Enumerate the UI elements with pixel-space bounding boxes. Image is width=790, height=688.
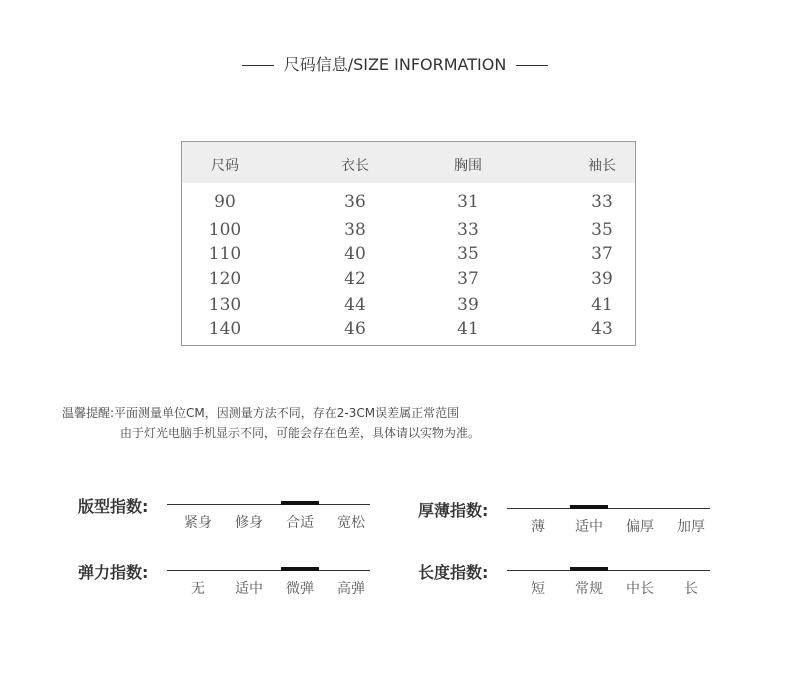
selected-marker bbox=[570, 567, 608, 571]
table-cell: 36 bbox=[344, 192, 366, 212]
table-cell: 42 bbox=[344, 269, 366, 289]
index-option: 宽松 bbox=[337, 515, 365, 531]
table-cell: 46 bbox=[344, 319, 366, 339]
index-option: 长 bbox=[684, 581, 698, 597]
index-label: 弹力指数: bbox=[78, 563, 149, 582]
scale-line bbox=[167, 570, 370, 571]
index-option: 合适 bbox=[286, 515, 314, 531]
table-cell: 100 bbox=[208, 220, 242, 240]
table-cell: 37 bbox=[591, 244, 613, 264]
table-header bbox=[182, 142, 635, 183]
index-label: 版型指数: bbox=[78, 497, 149, 516]
title-text: 尺码信息/SIZE INFORMATION bbox=[283, 55, 507, 74]
index-option: 常规 bbox=[575, 581, 603, 597]
table-cell: 35 bbox=[591, 220, 613, 240]
index-scale bbox=[78, 497, 378, 550]
table-cell: 39 bbox=[457, 295, 479, 315]
table-row bbox=[182, 244, 635, 268]
index-option: 适中 bbox=[235, 581, 263, 597]
table-cell: 130 bbox=[208, 295, 242, 315]
index-scale bbox=[418, 563, 718, 616]
index-option: 微弹 bbox=[286, 581, 314, 597]
selected-marker bbox=[570, 505, 608, 509]
index-option: 薄 bbox=[531, 519, 545, 535]
selected-marker bbox=[281, 567, 319, 571]
table-cell: 110 bbox=[208, 244, 242, 264]
table-row bbox=[182, 192, 635, 216]
table-cell: 33 bbox=[591, 192, 613, 212]
header-cell: 尺码 bbox=[211, 158, 239, 174]
index-option: 中长 bbox=[626, 581, 654, 597]
table-cell: 33 bbox=[457, 220, 479, 240]
table-row bbox=[182, 269, 635, 293]
size-table bbox=[181, 141, 636, 346]
index-option: 偏厚 bbox=[626, 519, 654, 535]
reminder-note bbox=[62, 403, 480, 443]
table-cell: 41 bbox=[457, 319, 479, 339]
index-label: 厚薄指数: bbox=[418, 501, 489, 520]
header-cell: 袖长 bbox=[588, 158, 616, 174]
note-line-1: 温馨提醒:平面测量单位CM，因测量方法不同，存在2-3CM误差属正常范围 bbox=[62, 406, 460, 420]
table-cell: 41 bbox=[591, 295, 613, 315]
index-scale bbox=[78, 563, 378, 616]
scale-line bbox=[507, 570, 710, 571]
table-row bbox=[182, 295, 635, 319]
table-cell: 43 bbox=[591, 319, 613, 339]
section-title bbox=[0, 52, 790, 75]
table-cell: 120 bbox=[208, 269, 242, 289]
index-option: 短 bbox=[531, 581, 545, 597]
note-line-2: 由于灯光电脑手机显示不同，可能会存在色差，具体请以实物为准。 bbox=[120, 426, 481, 440]
table-row bbox=[182, 220, 635, 244]
header-cell: 衣长 bbox=[341, 158, 369, 174]
scale-line bbox=[507, 508, 710, 509]
table-row bbox=[182, 319, 635, 343]
index-option: 适中 bbox=[575, 519, 603, 535]
table-cell: 140 bbox=[208, 319, 242, 339]
index-option: 修身 bbox=[235, 515, 263, 531]
scale-line bbox=[167, 504, 370, 505]
index-option: 紧身 bbox=[184, 515, 212, 531]
table-cell: 90 bbox=[214, 192, 236, 212]
index-option: 无 bbox=[191, 581, 205, 597]
table-cell: 35 bbox=[457, 244, 479, 264]
selected-marker bbox=[281, 501, 319, 505]
index-option: 加厚 bbox=[677, 519, 705, 535]
index-option: 高弹 bbox=[337, 581, 365, 597]
index-scale bbox=[418, 501, 718, 554]
index-label: 长度指数: bbox=[418, 563, 489, 582]
table-cell: 31 bbox=[457, 192, 479, 212]
table-cell: 44 bbox=[344, 295, 366, 315]
header-cell: 胸围 bbox=[454, 158, 482, 174]
table-cell: 39 bbox=[591, 269, 613, 289]
table-cell: 38 bbox=[344, 220, 366, 240]
table-cell: 37 bbox=[457, 269, 479, 289]
table-cell: 40 bbox=[344, 244, 366, 264]
